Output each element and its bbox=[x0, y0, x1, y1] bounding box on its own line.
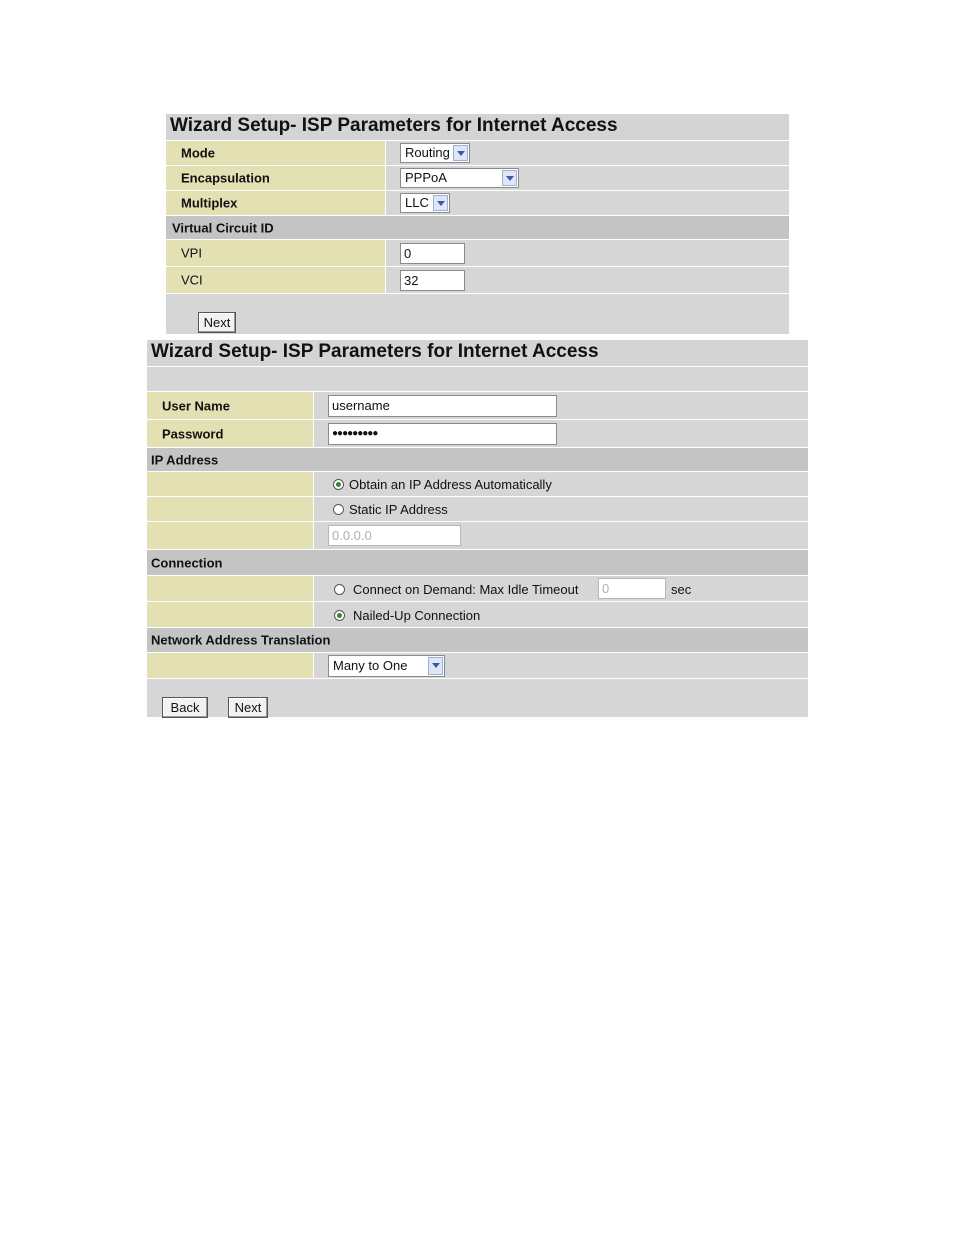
spacer-row bbox=[147, 366, 808, 391]
multiplex-select-value: LLC bbox=[405, 195, 429, 210]
multiplex-label: Multiplex bbox=[181, 195, 238, 211]
nailed-up-label-cell bbox=[147, 602, 314, 627]
mode-select[interactable] bbox=[400, 143, 470, 163]
nat-row bbox=[147, 652, 808, 678]
ip-address-heading: IP Address bbox=[151, 452, 219, 467]
encapsulation-label: Encapsulation bbox=[181, 170, 270, 186]
nailed-up-row bbox=[147, 601, 808, 627]
chevron-down-icon[interactable] bbox=[453, 145, 468, 161]
multiplex-select[interactable] bbox=[400, 193, 450, 213]
connection-heading: Connection bbox=[151, 555, 223, 570]
panel-2-title: Wizard Setup- ISP Parameters for Internet Access bbox=[151, 341, 599, 362]
connection-section bbox=[147, 549, 808, 575]
chevron-down-icon[interactable] bbox=[433, 195, 448, 211]
nat-select-value: Many to One bbox=[333, 658, 408, 673]
ip-static-label: Static IP Address bbox=[349, 502, 448, 517]
next-button[interactable]: Next bbox=[228, 697, 268, 718]
static-ip-row bbox=[147, 521, 808, 549]
on-demand-label-cell bbox=[147, 576, 314, 601]
password-label: Password bbox=[162, 426, 224, 441]
vpi-label: VPI bbox=[181, 245, 202, 261]
mode-label: Mode bbox=[181, 145, 215, 161]
static-ip-input[interactable]: 0.0.0.0 bbox=[328, 525, 461, 546]
nat-section bbox=[147, 627, 808, 652]
on-demand-radio[interactable] bbox=[334, 584, 345, 595]
static-ip-label-cell bbox=[147, 522, 314, 549]
vci-row bbox=[166, 266, 789, 293]
vpi-row bbox=[166, 239, 789, 266]
chevron-down-icon[interactable] bbox=[502, 170, 517, 186]
isp-parameters-panel-2 bbox=[147, 340, 808, 717]
password-input[interactable]: ●●●●●●●●● bbox=[328, 423, 557, 445]
on-demand-label: Connect on Demand: Max Idle Timeout bbox=[353, 582, 579, 597]
panel-1-button-row bbox=[166, 293, 789, 334]
ip-auto-row bbox=[147, 471, 808, 496]
panel-2-button-row bbox=[147, 678, 808, 717]
username-label-cell bbox=[147, 392, 314, 419]
vpi-input[interactable]: 0 bbox=[400, 243, 465, 264]
virtual-circuit-heading: Virtual Circuit ID bbox=[172, 220, 274, 235]
nat-label-cell bbox=[147, 653, 314, 678]
on-demand-row bbox=[147, 575, 808, 601]
vci-input[interactable]: 32 bbox=[400, 270, 465, 291]
idle-timeout-input[interactable]: 0 bbox=[598, 578, 666, 599]
mode-label-cell bbox=[166, 141, 386, 165]
vci-label: VCI bbox=[181, 272, 203, 288]
encapsulation-select-value: PPPoA bbox=[405, 170, 447, 185]
panel-1-title: Wizard Setup- ISP Parameters for Internet Access bbox=[170, 115, 618, 136]
mode-select-value: Routing bbox=[405, 145, 450, 160]
nat-select[interactable] bbox=[328, 655, 445, 677]
mode-row bbox=[166, 140, 789, 165]
password-row bbox=[147, 419, 808, 447]
ip-auto-radio[interactable] bbox=[333, 479, 344, 490]
vci-label-cell bbox=[166, 267, 386, 293]
username-input[interactable]: username bbox=[328, 395, 557, 417]
password-label-cell bbox=[147, 420, 314, 447]
sec-label: sec bbox=[671, 582, 692, 597]
ip-auto-label-cell bbox=[147, 472, 314, 496]
virtual-circuit-section bbox=[166, 215, 789, 239]
isp-parameters-panel-1 bbox=[166, 114, 789, 334]
ip-auto-label: Obtain an IP Address Automatically bbox=[349, 477, 552, 492]
chevron-down-icon[interactable] bbox=[428, 657, 443, 675]
multiplex-label-cell bbox=[166, 191, 386, 215]
multiplex-row bbox=[166, 190, 789, 215]
next-button[interactable]: Next bbox=[198, 312, 236, 333]
encapsulation-row bbox=[166, 165, 789, 190]
username-row bbox=[147, 391, 808, 419]
encapsulation-label-cell bbox=[166, 166, 386, 190]
encapsulation-select[interactable] bbox=[400, 168, 519, 188]
username-label: User Name bbox=[162, 398, 230, 413]
vpi-label-cell bbox=[166, 240, 386, 266]
ip-static-radio[interactable] bbox=[333, 504, 344, 515]
ip-address-section bbox=[147, 447, 808, 471]
nailed-up-label: Nailed-Up Connection bbox=[353, 608, 481, 623]
back-button[interactable]: Back bbox=[162, 697, 208, 718]
ip-static-row bbox=[147, 496, 808, 521]
ip-static-label-cell bbox=[147, 497, 314, 521]
nat-heading: Network Address Translation bbox=[151, 632, 331, 648]
nailed-up-radio[interactable] bbox=[334, 610, 345, 621]
